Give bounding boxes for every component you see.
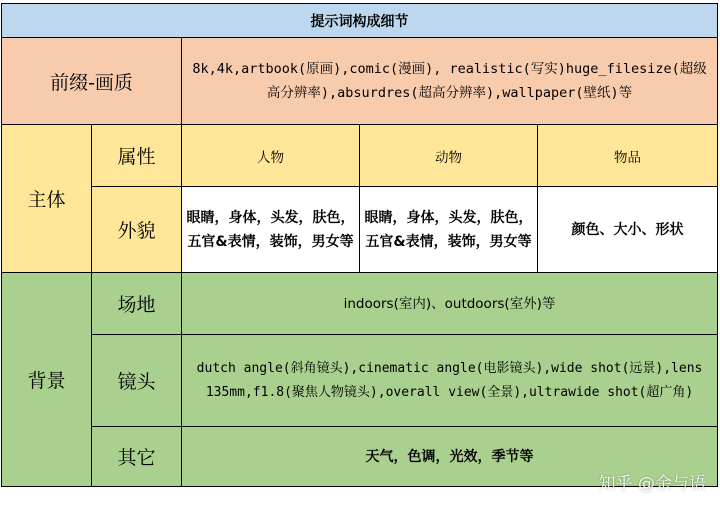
- subject-appearance-row: [2, 187, 718, 273]
- background-camera-row: [2, 335, 718, 427]
- table-title: 提示词构成细节: [2, 4, 718, 38]
- quality-value: 8k,4k,artbook(原画),comic(漫画), realistic(写实)huge_filesize(超级高分辨率),absurdres(超高分辨率),wallpaper(壁纸)等: [182, 38, 718, 125]
- subject-attr-label: 属性: [92, 125, 182, 187]
- subject-col-person: 人物: [182, 125, 360, 187]
- appearance-animal: 眼睛，身体，头发，肤色，五官&表情，装饰，男女等: [360, 187, 538, 273]
- appearance-object: 颜色、大小、形状: [538, 187, 718, 273]
- background-venue-value: indoors(室内)、outdoors(室外)等: [182, 273, 718, 335]
- subject-col-animal: 动物: [360, 125, 538, 187]
- title-row: [2, 4, 718, 38]
- subject-col-object: 物品: [538, 125, 718, 187]
- subject-label: 主体: [2, 125, 92, 273]
- background-other-label: 其它: [92, 427, 182, 487]
- background-other-value: 天气，色调，光效，季节等: [182, 427, 718, 487]
- background-camera-value: dutch angle(斜角镜头),cinematic angle(电影镜头),wide shot(远景),lens 135mm,f1.8(聚焦人物镜头),overall view(全景),ultrawide shot(超广角): [182, 335, 718, 427]
- quality-row: [2, 38, 718, 125]
- background-label: 背景: [2, 273, 92, 487]
- prompt-structure-table: [1, 3, 718, 487]
- subject-attr-row: [2, 125, 718, 187]
- appearance-person: 眼睛，身体，头发，肤色，五官&表情，装饰，男女等: [182, 187, 360, 273]
- watermark: 知乎 @余与语: [598, 474, 706, 494]
- subject-appearance-label: 外貌: [92, 187, 182, 273]
- quality-label: 前缀-画质: [2, 38, 182, 125]
- background-venue-row: [2, 273, 718, 335]
- background-camera-label: 镜头: [92, 335, 182, 427]
- background-venue-label: 场地: [92, 273, 182, 335]
